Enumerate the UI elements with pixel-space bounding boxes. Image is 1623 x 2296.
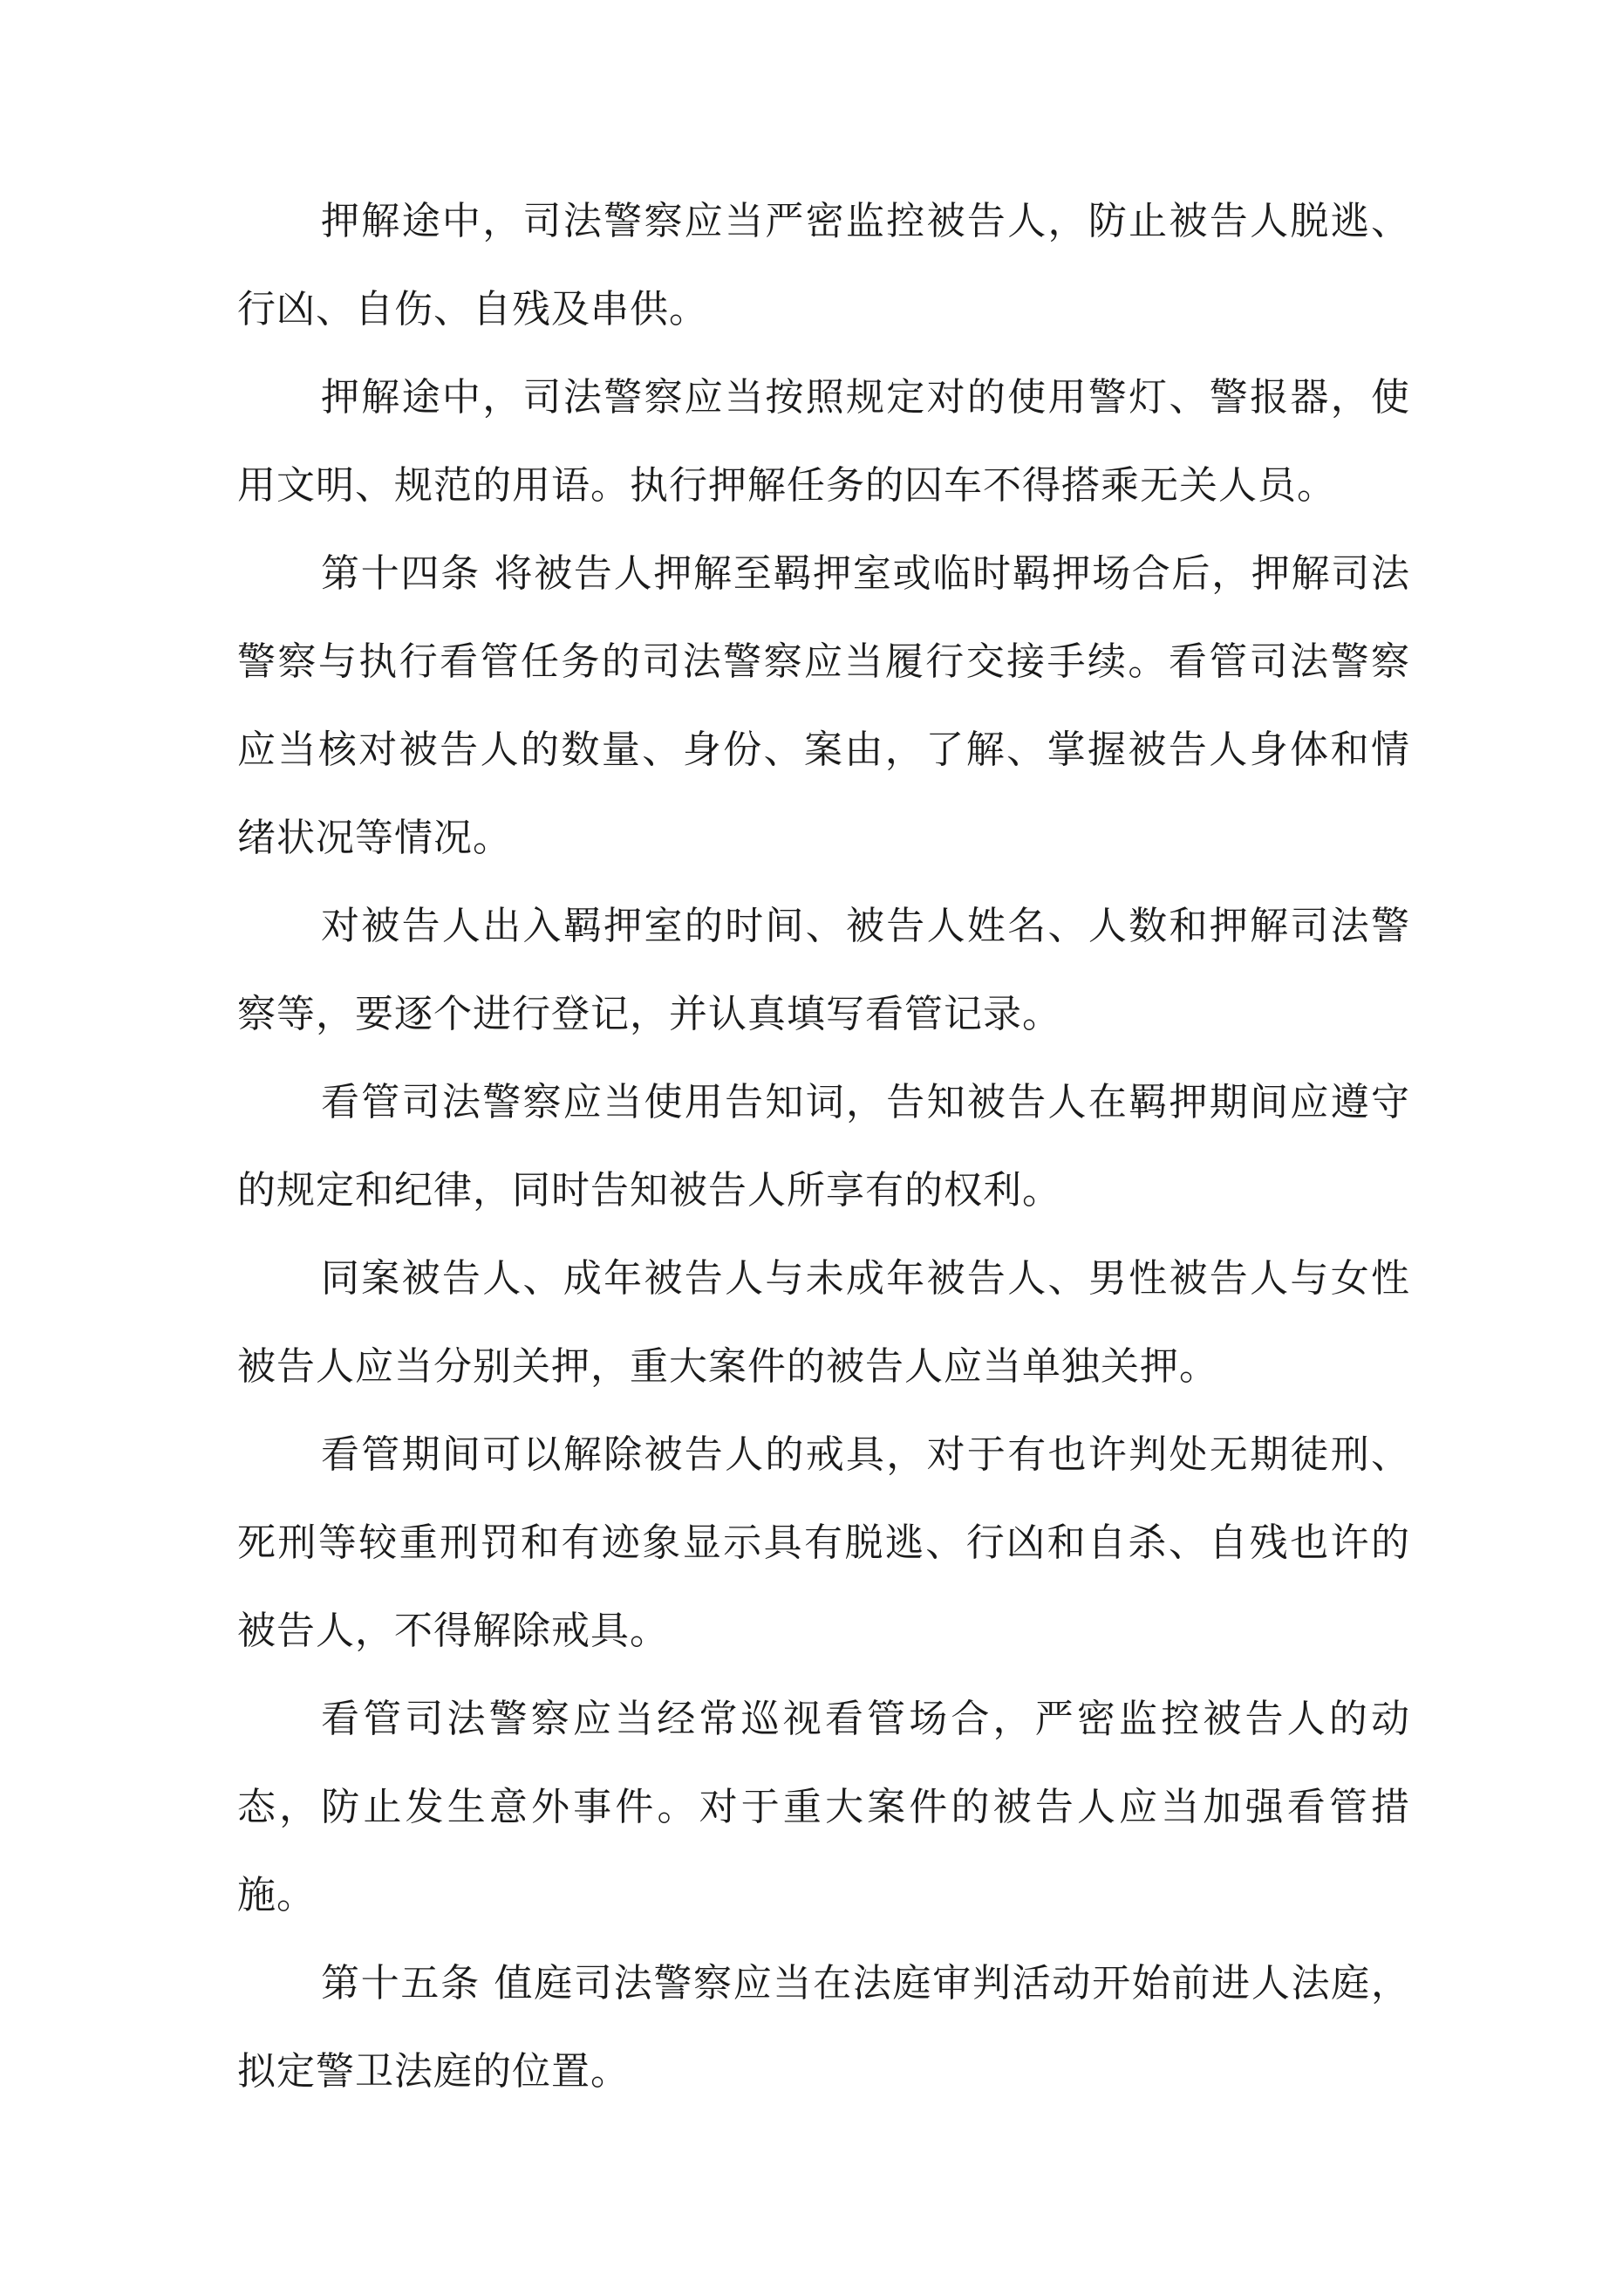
document-body — [237, 177, 1410, 2115]
paragraph: 押解途中，司法警察应当严密监控被告人，防止被告人脱逃、行凶、自伤、自残及串供。 — [237, 199, 1410, 331]
paragraph: 看管司法警察应当经常巡视看管场合，严密监控被告人的动态，防止发生意外事件。对于重大案件的被告人应当加强看管措施。 — [237, 1697, 1410, 1917]
paragraph: 押解途中，司法警察应当按照规定对的使用警灯、警报器，使用文明、规范的用语。执行押解任务的囚车不得搭乘无关人员。 — [237, 375, 1410, 508]
paragraph: 看管司法警察应当使用告知词，告知被告人在羁押期间应遵守的规定和纪律，同时告知被告人所享有的权利。 — [237, 1080, 1410, 1213]
paragraph: 对被告人出入羁押室的时间、被告人姓名、人数和押解司法警察等，要逐个进行登记，并认真填写看管记录。 — [237, 904, 1410, 1036]
paragraph: 第十五条 值庭司法警察应当在法庭审判活动开始前进人法庭，拟定警卫法庭的位置。 — [237, 1961, 1410, 2094]
paragraph: 同案被告人、成年被告人与未成年被告人、男性被告人与女性被告人应当分别关押，重大案件的被告人应当单独关押。 — [237, 1256, 1410, 1389]
paragraph: 看管期间可以解除被告人的戒具，对于有也许判处无期徒刑、死刑等较重刑罚和有迹象显示具有脱逃、行凶和自杀、自残也许的被告人，不得解除戒具。 — [237, 1432, 1410, 1653]
paragraph: 第十四条 将被告人押解至羁押室或临时羁押场合后，押解司法警察与执行看管任务的司法警察应当履行交接手续。看管司法警察应当核对被告人的数量、身份、案由，了解、掌握被告人身体和情绪状况等情况。 — [237, 551, 1410, 860]
